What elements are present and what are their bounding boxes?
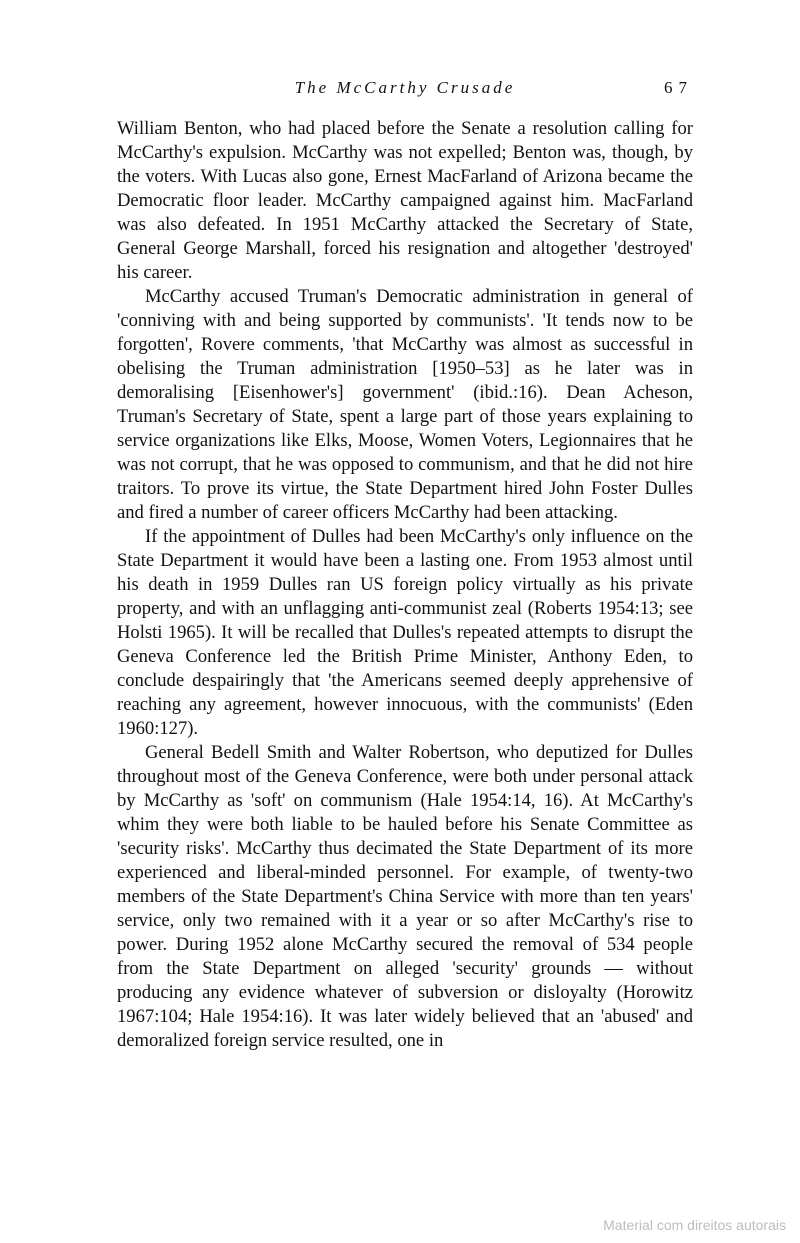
paragraph-4: General Bedell Smith and Walter Robertson, who deputized for Dulles throughout most of the Geneva Conference, were both under personal attack by McCarthy as 'soft' on communism (Hale 1954:14, 16). At McCarthy's whim they were both liable to be hauled before his Senate Committee as 'security risks'. McCarthy thus decimated the State Department of its more experienced and liberal-minded personnel. For example, of twenty-two members of the State Department's China Service with more than ten years' service, only two remained with it a year or so after McCarthy's rise to power. During 1952 alone McCarthy secured the removal of 534 people from the State Department on alleged 'security' grounds — without producing any evidence whatever of subversion or disloyalty (Horowitz 1967:104; Hale 1954:16). It was later widely believed that an 'abused' and demoralized foreign service resulted, one in — [117, 742, 693, 1051]
running-title: The McCarthy Crusade — [294, 78, 516, 97]
running-header — [117, 78, 693, 108]
page-number: 67 — [664, 78, 693, 97]
paragraph-3: If the appointment of Dulles had been McCarthy's only influence on the State Department it would have been a lasting one. From 1953 almost until his death in 1959 Dulles ran US foreign policy virtually as his private property, and with an unflagging anti-communist zeal (Roberts 1954:13; see Holsti 1965). It will be recalled that Dulles's repeated attempts to disrupt the Geneva Conference led the British Prime Minister, Anthony Eden, to conclude despairingly that 'the Americans seemed deeply apprehensive of reaching any agreement, however innocuous, with the communists' (Eden 1960:127). — [117, 526, 693, 739]
paragraph-2: McCarthy accused Truman's Democratic administration in general of 'conniving with and being supported by communists'. 'It tends now to be forgotten', Rovere comments, 'that McCarthy was almost as successful in obelising the Truman administration [1950–53] as he later was in demoralising [Eisenhower's] government' (ibid.:16). Dean Acheson, Truman's Secretary of State, spent a large part of those years explaining to service organizations like Elks, Moose, Women Voters, Legionnaires that he was not corrupt, that he was opposed to communism, and that he did not hire traitors. To prove its virtue, the State Department hired John Foster Dulles and fired a number of career officers McCarthy had been attacking. — [117, 286, 693, 523]
paragraph-1: William Benton, who had placed before the Senate a resolution calling for McCarthy's expulsion. McCarthy was not expelled; Benton was, though, by the voters. With Lucas also gone, Ernest MacFarland of Arizona became the Democratic floor leader. McCarthy campaigned against him. MacFarland was also defeated. In 1951 McCarthy attacked the Secretary of State, General George Marshall, forced his resignation and altogether 'destroyed' his career. — [117, 118, 693, 283]
body-text — [117, 117, 693, 1053]
copyright-watermark: Material com direitos autorais — [603, 1217, 786, 1233]
